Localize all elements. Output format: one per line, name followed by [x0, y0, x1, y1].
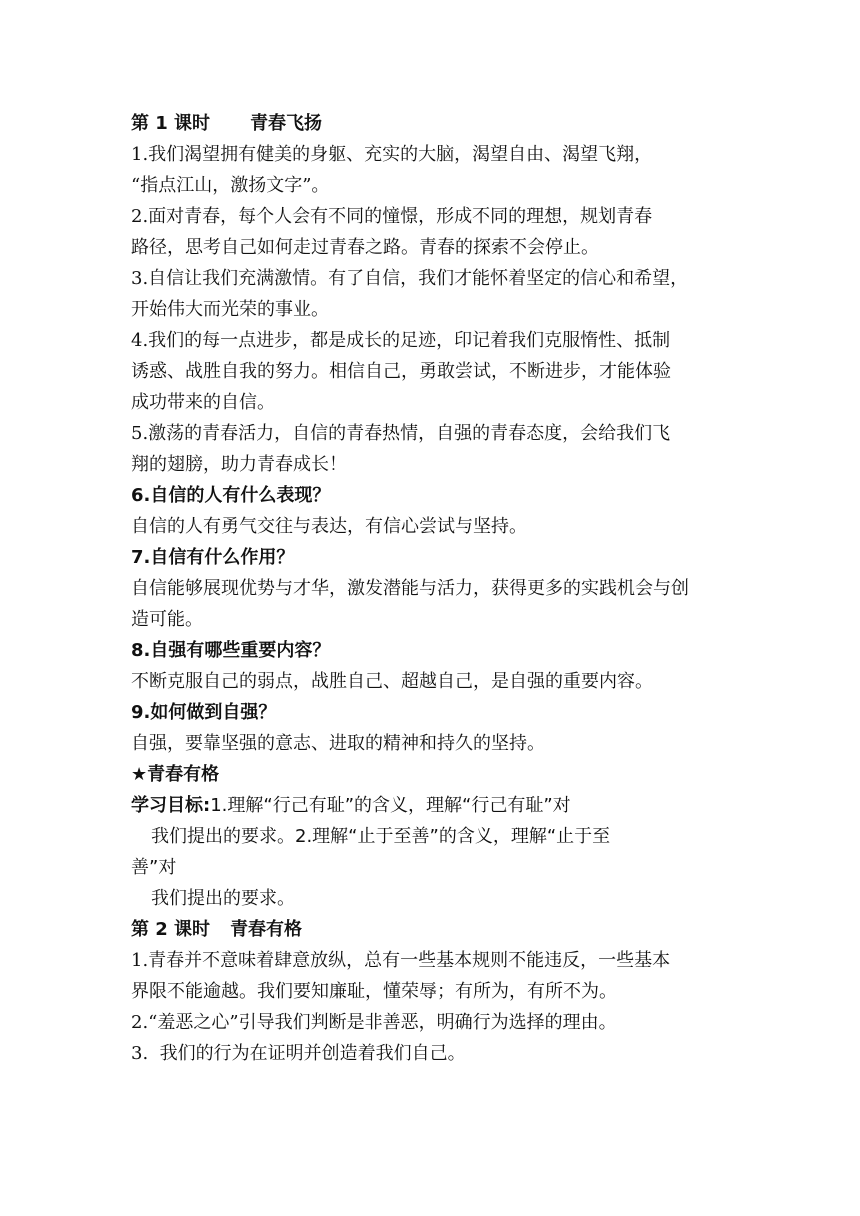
goal-line-4: 我们提出的要求。 — [151, 888, 295, 909]
lesson1-item-3: 3.自信让我们充满激情。有了自信，我们才能怀着坚定的信心和希望， 开始伟大而光荣的事业。 — [131, 268, 689, 320]
lesson1-item-1: 1.我们渴望拥有健美的身躯、充实的大脑，渴望自由、渴望飞翔， “指点江山，激扬文字”。 — [131, 144, 653, 196]
goal-label: 学习目标: — [131, 795, 211, 816]
lesson2-item-1: 1.青春并不意味着肆意放纵，总有一些基本规则不能违反，一些基本 界限不能逾越。我们要知廉耻，懂荣辱；有所为，有所不为。 — [131, 950, 671, 1002]
question-7: 7.自信有什么作用？ — [131, 547, 295, 568]
goal-line-3: 善”对 — [131, 857, 177, 878]
goal-line-2: 我们提出的要求。2.理解“止于至善”的含义，理解“止于至 — [151, 826, 611, 847]
lesson2-item-2: 2.“羞恶之心”引导我们判断是非善恶，明确行为选择的理由。 — [131, 1012, 617, 1033]
answer-6: 自信的人有勇气交往与表达，有信心尝试与坚持。 — [131, 516, 527, 537]
learning-goals — [131, 790, 731, 914]
question-6: 6.自信的人有什么表现？ — [131, 485, 331, 506]
section-heading: ★青春有格 — [131, 764, 220, 785]
lesson1-item-5: 5.激荡的青春活力，自信的青春热情，自强的青春态度，会给我们飞 翔的翅膀，助力青春成长！ — [131, 423, 671, 475]
lesson2-title: 第 2 课时 青春有格 — [131, 919, 303, 940]
question-8: 8.自强有哪些重要内容？ — [131, 640, 331, 661]
lesson1-item-4: 4.我们的每一点进步，都是成长的足迹，印记着我们克服惰性、抵制 诱惑、战胜自我的努力。相信自己，勇敢尝试，不断进步，才能体验 成功带来的自信。 — [131, 330, 671, 413]
answer-8: 不断克服自己的弱点，战胜自己、超越自己，是自强的重要内容。 — [131, 671, 653, 692]
lesson1-item-2: 2.面对青春，每个人会有不同的憧憬，形成不同的理想，规划青春 路径，思考自己如何走过青春之路。青春的探索不会停止。 — [131, 206, 653, 258]
question-9: 9.如何做到自强？ — [131, 702, 277, 723]
answer-7: 自信能够展现优势与才华，激发潜能与活力，获得更多的实践机会与创 造可能。 — [131, 578, 689, 630]
lesson1-title: 第 1 课时 青春飞扬 — [131, 113, 323, 134]
document-body — [131, 108, 731, 1069]
lesson2-item-3: 3. 我们的行为在证明并创造着我们自己。 — [131, 1043, 466, 1064]
goal-line-1: 1.理解“行己有耻”的含义，理解“行己有耻”对 — [210, 795, 571, 816]
answer-9: 自强，要靠坚强的意志、进取的精神和持久的坚持。 — [131, 733, 545, 754]
